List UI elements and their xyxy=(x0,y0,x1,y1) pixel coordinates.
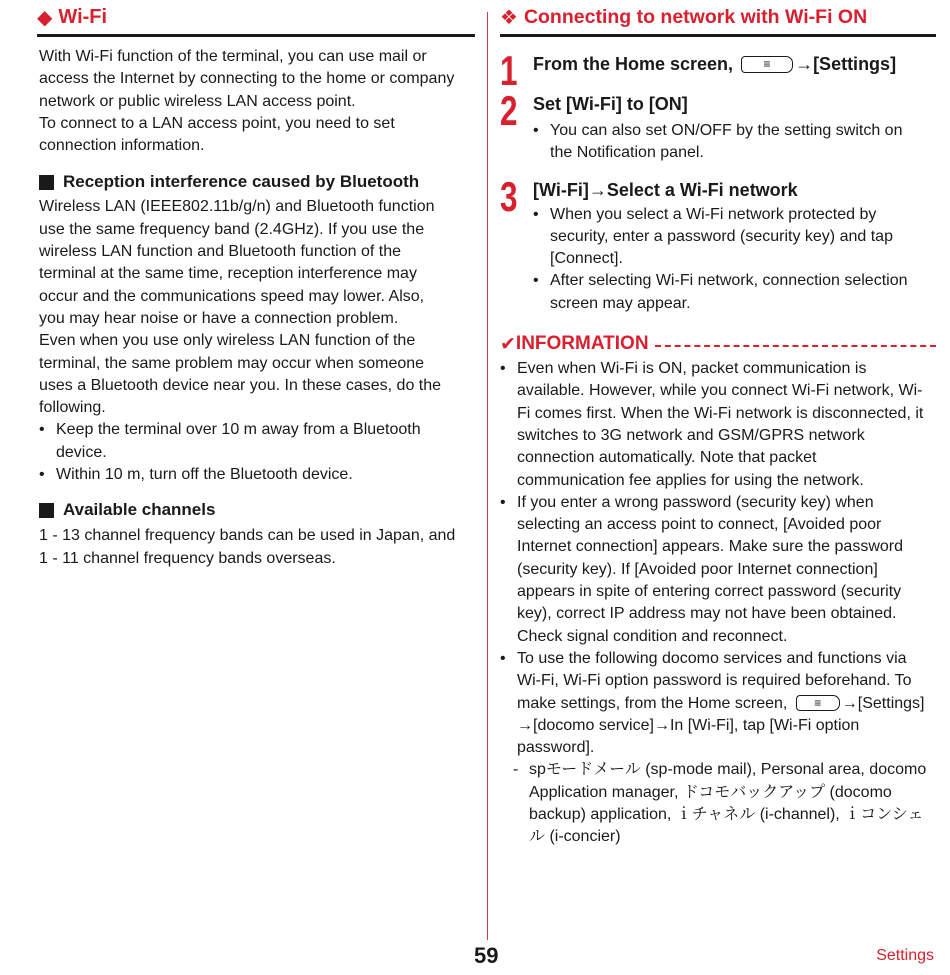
left-column xyxy=(39,0,475,570)
diamond-icon: ◆ xyxy=(37,7,53,29)
list-item: • If you enter a wrong password (security key) when selecting an access point to connect, [Avoided poor Internet connection] appears. Make sure the password (security key). If [Avoided poor Internet connection] appears in spite of entering correct password (security key), correct IP address may not have been obtained. Check signal condition and reconnect. xyxy=(500,493,903,645)
fleuron-icon: ❖ xyxy=(500,7,518,29)
right-column xyxy=(500,0,936,849)
bluetooth-text: Wireless LAN (IEEE802.11b/g/n) and Bluetooth function use the same frequency band (2.4GHz). If you use the wireless LAN function and Bluetooth function of the terminal at the same time, reception interference may occur and the communications speed may lower. Also, you may hear noise or have a connection problem. Even when you use only wireless LAN function of the terminal, the same problem may occur when someone uses a Bluetooth device near you. In these cases, do the following. xyxy=(39,198,442,417)
list-item: • You can also set ON/OFF by the setting switch on the Notification panel. xyxy=(533,122,903,162)
information-body xyxy=(500,358,936,849)
list-item: • To use the following docomo services and functions via Wi-Fi, Wi-Fi option password is required beforehand. To make settings, from the Home screen, ≡ →[Settings] →[docomo service]→In [Wi-Fi], tap [Wi-Fi option password]. - spモードメール (sp-mode mail), Personal area, docomo Application manager, ドコモバックアップ (docomo backup) application, ｉチャネル (i-channel), ｉコンシェ ル (i-concier) xyxy=(500,648,936,849)
arrow-right-icon: → xyxy=(653,716,670,734)
channels-text: 1 - 13 channel frequency bands can be used in Japan, and 1 - 11 channel frequency bands overseas. xyxy=(39,527,456,567)
wifi-section-heading: ◆ Wi-Fi xyxy=(37,1,475,37)
channels-heading: Available channels xyxy=(39,499,475,521)
square-bullet-icon xyxy=(39,175,54,190)
arrow-right-icon: → xyxy=(588,179,607,200)
connect-section-heading: ❖ Connecting to network with Wi-Fi ON xyxy=(500,1,936,37)
list-item: • When you select a Wi-Fi network protected by security, enter a password (security key) and tap [Connect]. xyxy=(533,205,893,268)
step-2: 2 Set [Wi-Fi] to [ON] • You can also set ON/OFF by the setting switch on the Notification panel. xyxy=(500,91,936,165)
list-item: • Within 10 m, turn off the Bluetooth device. xyxy=(39,466,353,484)
square-bullet-icon xyxy=(39,503,54,518)
arrow-right-icon: → xyxy=(517,716,533,734)
section-label: Settings xyxy=(876,947,934,964)
step-3: 3 [Wi-Fi] → Select a Wi-Fi network • When you select a Wi-Fi network protected by security, enter a password (security key) and tap [Connect]. • After selecting Wi-Fi network, connection selection screen may appear. xyxy=(500,177,936,315)
bluetooth-heading: Reception interference caused by Bluetooth xyxy=(39,171,475,193)
menu-key-icon: ≡ xyxy=(796,695,840,711)
column-divider xyxy=(487,12,488,940)
list-item: • Even when Wi-Fi is ON, packet communication is available. However, while you connect Wi-Fi network, Wi- Fi comes first. When the Wi-Fi network is disconnected, it switches to 3G network and GSM/GPRS network connection automatically. Note that packet communication fee applies for using the network. xyxy=(500,360,924,489)
checkmark-icon: ✔ xyxy=(500,333,516,355)
dashed-rule xyxy=(655,345,936,347)
sub-list-item: - spモードメール (sp-mode mail), Personal area, docomo Application manager, ドコモバックアップ (docomo backup) application, ｉチャネル (i-channel), ｉコンシェ ル (i-concier) xyxy=(513,761,927,846)
list-item: • After selecting Wi-Fi network, connection selection screen may appear. xyxy=(533,272,908,312)
list-item: • Keep the terminal over 10 m away from a Bluetooth device. xyxy=(39,421,421,461)
wifi-intro: With Wi-Fi function of the terminal, you can use mail or access the Internet by connecting to the home or company network or public wireless LAN access point. To connect to a LAN access point, you need to set connection information. xyxy=(39,48,455,155)
arrow-right-icon: → xyxy=(841,694,858,712)
page-number: 59 xyxy=(474,943,499,968)
step-1: 1 From the Home screen, ≡ → [Settings] xyxy=(500,47,897,94)
menu-key-icon: ≡ xyxy=(741,56,793,73)
information-heading: ✔ INFORMATION xyxy=(500,331,936,357)
arrow-right-icon: → xyxy=(795,54,814,74)
